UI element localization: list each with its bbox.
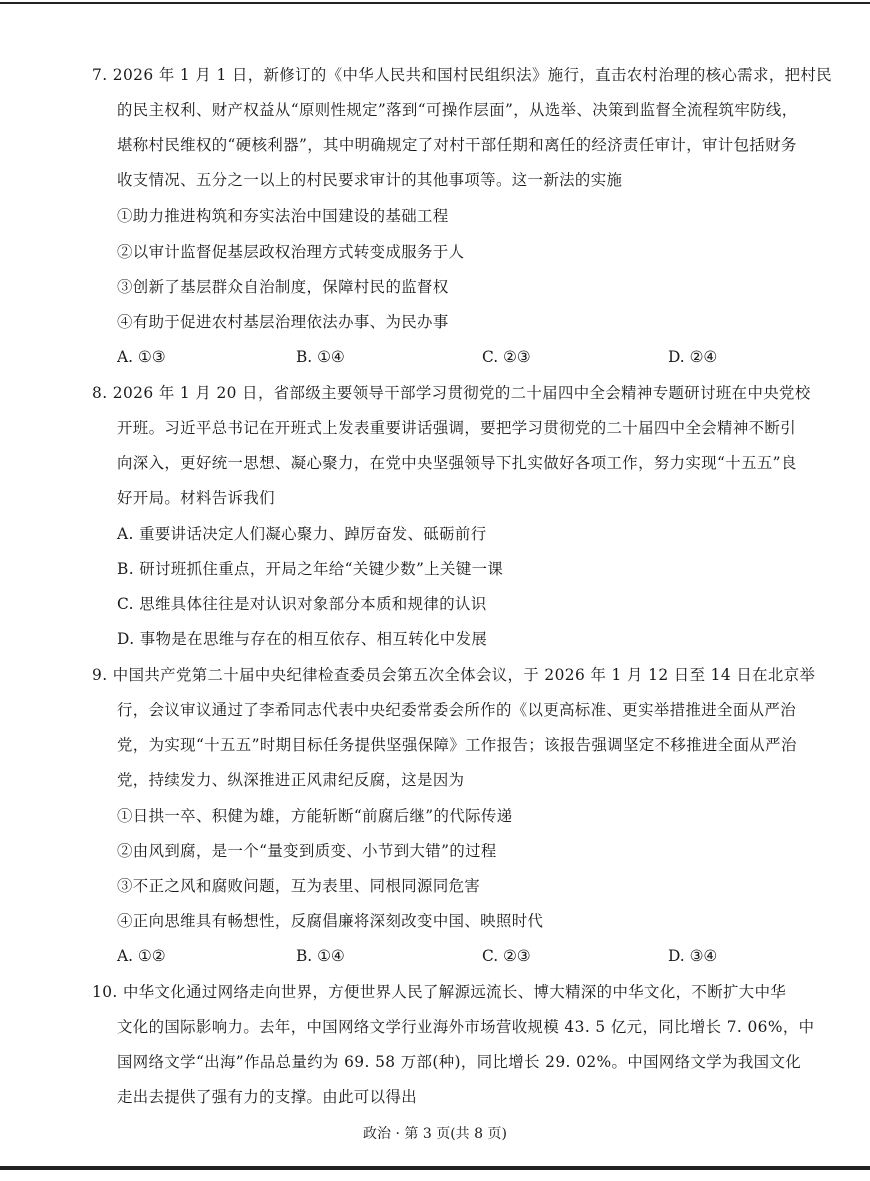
question-7-stem-line-1: 7. 2026 年 1 月 1 日，新修订的《中华人民共和国村民组织法》施行，直击农村治理的核心需求，把村民 [92, 66, 833, 84]
question-7-option-c: C. ②③ [482, 348, 531, 366]
question-8-option-c: C. 思维具体往往是对认识对象部分本质和规律的认识 [117, 595, 487, 613]
question-7-option-b: B. ①④ [296, 348, 345, 366]
question-9-statement-1: ①日拱一卒、积健为雄，方能斩断“前腐后继”的代际传递 [117, 807, 513, 825]
question-7-stem-line-4: 收支情况、五分之一以上的村民要求审计的其他事项等。这一新法的实施 [117, 171, 623, 189]
question-7-option-a: A. ①③ [117, 348, 166, 366]
question-9-statement-3: ③不正之风和腐败问题，互为表里、同根同源同危害 [117, 877, 481, 895]
question-7-stem-line-2: 的民主权利、财产权益从“原则性规定”落到“可操作层面”，从选举、决策到监督全流程筑牢防线， [117, 101, 798, 119]
question-10-stem-line-1: 10. 中华文化通过网络走向世界，方便世界人民了解源远流长、博大精深的中华文化，不断扩大中华 [92, 983, 787, 1001]
page-footer: 政治 · 第 3 页(共 8 页) [363, 1126, 507, 1142]
bottom-border [0, 1166, 870, 1170]
question-8-stem-line-2: 开班。习近平总书记在开班式上发表重要讲话强调，要把学习贯彻党的二十届四中全会精神不断引 [117, 419, 796, 437]
question-7-statement-2: ②以审计监督促基层政权治理方式转变成服务于人 [117, 243, 465, 261]
question-8-option-a: A. 重要讲话决定人们凝心聚力、踔厉奋发、砥砺前行 [117, 525, 487, 543]
top-border [0, 2, 870, 4]
question-8-stem-line-1: 8. 2026 年 1 月 20 日，省部级主要领导干部学习贯彻党的二十届四中全会精神专题研讨班在中央党校 [92, 384, 811, 402]
question-8-option-b: B. 研讨班抓住重点，开局之年给“关键少数”上关键一课 [117, 560, 504, 578]
question-7-stem-line-3: 堪称村民维权的“硬核利器”，其中明确规定了对村干部任期和离任的经济责任审计，审计包括财务 [117, 136, 797, 154]
question-10-stem-line-4: 走出去提供了强有力的支撑。由此可以得出 [117, 1088, 418, 1106]
question-9-stem-line-1: 9. 中国共产党第二十届中央纪律检查委员会第五次全体会议，于 2026 年 1 月 12 日至 14 日在北京举 [92, 666, 816, 684]
question-8-stem-line-3: 向深入，更好统一思想、凝心聚力，在党中央坚强领导下扎实做好各项工作，努力实现“十五五”良 [117, 454, 797, 472]
question-7-statement-1: ①助力推进构筑和夯实法治中国建设的基础工程 [117, 207, 449, 225]
question-9-stem-line-2: 行，会议审议通过了李希同志代表中央纪委常委会所作的《以更高标准、更实举措推进全面从严治 [117, 701, 796, 719]
question-9-option-b: B. ①④ [296, 947, 345, 965]
question-10-stem-line-3: 国网络文学“出海”作品总量约为 69. 58 万部(种)，同比增长 29. 02%。中国网络文学为我国文化 [117, 1053, 802, 1071]
question-9-option-d: D. ③④ [668, 947, 718, 965]
question-7-option-d: D. ②④ [668, 348, 718, 366]
question-7-statement-4: ④有助于促进农村基层治理依法办事、为民办事 [117, 313, 449, 331]
question-10-stem-line-2: 文化的国际影响力。去年，中国网络文学行业海外市场营收规模 43. 5 亿元，同比增长 7. 06%，中 [117, 1018, 815, 1036]
question-9-statement-4: ④正向思维具有畅想性，反腐倡廉将深刻改变中国、映照时代 [117, 912, 544, 930]
question-8-option-d: D. 事物是在思维与存在的相互依存、相互转化中发展 [117, 630, 488, 648]
question-9-stem-line-4: 党，持续发力、纵深推进正风肃纪反腐，这是因为 [117, 771, 465, 789]
question-9-stem-line-3: 党，为实现“十五五”时期目标任务提供坚强保障》工作报告；该报告强调坚定不移推进全面从严治 [117, 736, 797, 754]
question-9-option-c: C. ②③ [482, 947, 531, 965]
question-7-statement-3: ③创新了基层群众自治制度，保障村民的监督权 [117, 278, 449, 296]
question-9-statement-2: ②由风到腐，是一个“量变到质变、小节到大错”的过程 [117, 842, 497, 860]
question-9-option-a: A. ①② [117, 947, 166, 965]
question-8-stem-line-4: 好开局。材料告诉我们 [117, 489, 275, 507]
